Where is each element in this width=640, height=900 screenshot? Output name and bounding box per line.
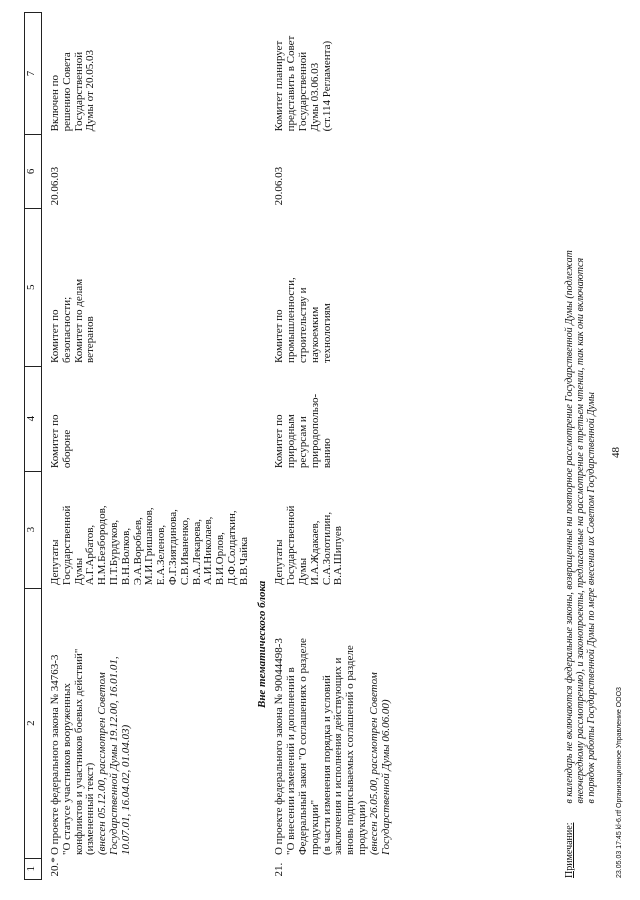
responsible-committee [274,366,392,471]
bill-description [274,588,392,858]
bill-note-line: (внесен 05.12.00, рассмотрен Советом [96,672,109,856]
author-line: Ф.Г.Зиятдинова, [166,509,179,586]
committee-line: промышленности, [285,277,298,364]
author-line: Н.М.Безбородов, [96,505,109,586]
author-line: Государственной [60,505,73,586]
status-line: Государственной [72,51,85,132]
committee-line: Комитет по [49,309,61,364]
author-line: М.И.Гришанков, [143,507,156,586]
column-number: 6 [25,134,42,208]
author-line: И.А.Ждакаев, [308,520,321,586]
status-cell [274,13,392,135]
row-number: 20.* [49,857,61,877]
co-committees [274,208,392,366]
committee-line: наукоемким [308,306,321,364]
calendar-table [24,12,392,880]
note-text [564,84,597,804]
block-heading: Вне тематического блока [255,580,268,709]
author-line: Э.А.Воробьев, [131,517,144,586]
status-cell [50,13,251,135]
file-footer: 23.05.03 17:45 kl-6.rtf Организационное Управление ООО3 [616,687,623,878]
bill-line: вновь подписываемых соглашений о разделе [344,645,357,856]
column-number: 5 [25,208,42,366]
bill-note-line: (внесен 26.05.00, рассмотрен Советом [367,672,380,856]
column-number-row [25,13,42,880]
table-row [50,13,251,880]
bill-line: заключения и исполнения действующих и [332,657,345,856]
bill-line: О проекте федерального закона № 90044498-3 [273,638,286,856]
row-number: 21. [273,862,286,877]
co-committees [50,208,251,366]
note-label: Примечание: [564,822,575,878]
note-line: в порядок работы Государственной Думы по мере внесения их Советом Государственной Думы [586,392,597,804]
author-line: Думы [72,557,85,586]
author-line: В.А.Лекарева, [190,518,203,586]
author-line: С.В.Иваненко, [178,517,191,586]
status-line: Включен по [49,74,61,132]
page-number: 48 [610,447,622,458]
committee-line: Комитет по [273,309,286,364]
bill-line: О проекте федерального закона № 34763-3 [49,654,61,856]
author-line: Государственной [285,505,298,586]
committee-line: строительству и [296,287,309,364]
bill-line: Федеральный закон "О соглашениях о разделе [296,638,309,856]
column-number: 1 [25,858,42,879]
status-line: решению Совета [60,52,73,132]
note-line: внеочередному рассмотрению), и законопроекты, предлагаемые на рассмотрение в третьем чтении, так как они включаются [575,257,586,804]
author-line: А.Г.Арбатов, [84,524,97,586]
authors [274,471,392,588]
bill-line: продукции" [308,799,321,856]
committee-line: технологиям [320,303,333,364]
bill-line: конфликтов и участников боевых действий" [72,648,85,856]
column-number: 4 [25,366,42,471]
bill-note-line: 10.07.01, 16.04.02, 01.04.03) [119,724,132,856]
author-line: Д.Ф.Солдаткин, [225,510,238,586]
bill-line: (в части изменения порядка и условий [320,675,333,856]
bill-description [50,588,251,858]
note-line: в календарь не включаются федеральные законы, возвращенные на повторное рассмотрение Государственной Думы (подлежат [564,250,575,804]
responsible-committee [50,366,251,471]
bill-line: "О статусе участников вооруженных [60,683,73,856]
committee-line: Комитет по [49,414,61,469]
committee-line: ветеранов [84,316,97,364]
status-line: Комитет планирует [273,40,286,132]
author-line: Депутаты [49,539,61,586]
committee-line: обороне [60,429,73,469]
author-line: П.Т.Бурдуков, [107,519,120,586]
author-line: В.В.Чайка [237,536,250,586]
bill-line: "О внесении изменений и дополнений в [285,667,298,856]
author-line: Думы [296,557,309,586]
committee-line: безопасности; [60,296,73,364]
committee-line: ванию [320,438,333,469]
status-line: Государственной [296,51,309,132]
author-line: Депутаты [273,539,286,586]
footnote [564,58,597,878]
committee-line: природным [285,414,298,469]
status-line: Думы 03.06.03 [308,62,321,132]
date-cell: 20.06.03 [273,166,286,206]
authors [50,471,251,588]
author-line: Е.А.Зеленов, [155,524,168,586]
bill-line: продукции) [355,800,368,856]
column-number: 7 [25,13,42,135]
bill-line: (измененный текст) [84,762,97,856]
status-line: представить в Совет [285,35,298,132]
rotated-sheet [10,10,630,890]
committee-line: Комитет по [273,414,286,469]
bill-note-line: Государственной Думы 19.12.00, 16.01.01, [107,656,120,856]
committee-line: ресурсам и [296,416,309,469]
status-line: (ст.114 Регламента) [320,40,333,132]
author-line: В.Н.Волков, [119,527,132,586]
table-row [274,13,392,880]
author-line: В.А.Шипуев [332,526,345,586]
block-heading-row [251,13,275,880]
author-line: С.А.Золотилин, [320,511,333,586]
author-line: В.И.Орлов, [214,532,227,586]
committee-line: природопользо- [308,393,321,469]
committee-line: Комитет по делам [72,278,85,364]
column-number: 2 [25,588,42,858]
status-line: Думы от 20.05.03 [84,49,97,132]
bill-note-line: Государственной Думы 06.06.00) [379,699,392,856]
date-cell: 20.06.03 [49,166,61,206]
author-line: А.И.Николаев, [202,516,215,586]
column-number: 3 [25,471,42,588]
